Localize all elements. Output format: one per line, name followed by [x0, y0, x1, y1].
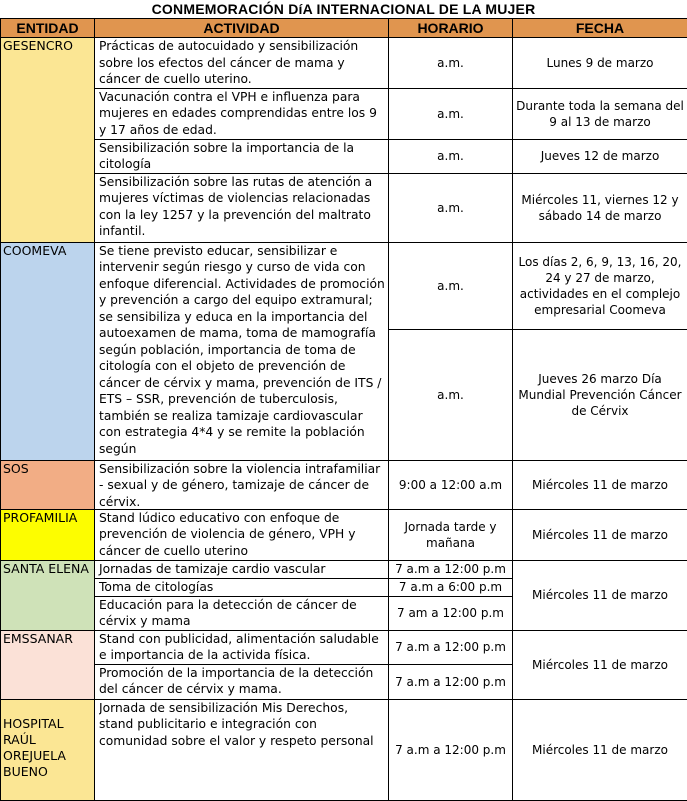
entity-emssanar: EMSSANAR: [1, 630, 95, 699]
entity-santa-elena: SANTA ELENA: [1, 560, 95, 630]
schedule-cell: a.m.: [389, 329, 513, 460]
date-cell: Lunes 9 de marzo: [513, 38, 687, 89]
date-cell: Miércoles 11 de marzo: [513, 699, 687, 800]
schedule-cell: a.m.: [389, 38, 513, 89]
table-row: [1, 173, 687, 242]
table-row: [1, 139, 687, 173]
activity-cell: [95, 509, 389, 560]
schedule-cell: 7 a.m a 12:00 p.m: [389, 630, 513, 664]
date-cell: Miércoles 11 de marzo: [513, 460, 687, 509]
activity-cell: [95, 596, 389, 630]
date-cell: Durante toda la semana del 9 al 13 de marzo: [513, 88, 687, 139]
activity-cell: [95, 699, 389, 800]
schedule-cell: 7 a.m a 6:00 p.m: [389, 578, 513, 596]
activity-cell: [95, 630, 389, 664]
table-row: [1, 699, 687, 800]
table-row: [1, 38, 687, 89]
activity-text: Stand con publicidad, alimentación saludable e importancia de la activida física.: [99, 631, 385, 664]
activity-cell: Sensibilización sobre las rutas de atención a mujeres víctimas de violencias relacionadas con la ley 1257 y la prevención del maltrato infantil.: [95, 173, 389, 242]
activity-text: Se tiene previsto educar, sensibilizar e intervenir según riesgo y curso de vida con enfoque diferencial. Actividades de promoción y prevención a cargo del equipo extramural; se sensibiliza y educa en la importancia del autoexamen de mama, toma de mamografía según población, importancia de toma de citología con el objeto de prevención de cáncer de cérvix y mama, prevención de ITS / ETS – SSR, prevención de tuberculosis, también se realiza tamizaje cardiovascular con estrategia 4*4 y se remite la población según: [99, 243, 385, 458]
table-row: [1, 560, 687, 578]
date-cell: Los días 2, 6, 9, 13, 16, 20, 24 y 27 de marzo, actividades en el complejo empresarial Coomeva: [513, 242, 687, 329]
schedule-cell: 7 a.m a 12:00 p.m: [389, 560, 513, 578]
entity-profamilia: PROFAMILIA: [1, 509, 95, 560]
activity-text: Promoción de la importancia de la detección del cáncer de cérvix y mama.: [99, 665, 385, 699]
schedule-cell: a.m.: [389, 139, 513, 173]
activity-text: Jornada de sensibilización Mis Derechos, stand publicitario e integración con comunidad sobre el valor y respeto personal: [99, 700, 385, 768]
activity-cell: [95, 664, 389, 699]
activity-text: Stand lúdico educativo con enfoque de prevención de violencia de género, VPH y cáncer de cuello uterino: [99, 510, 385, 560]
activity-cell: Jornadas de tamizaje cardio vascular: [95, 560, 389, 578]
schedule-cell: a.m.: [389, 88, 513, 139]
schedule-cell: 7 am a 12:00 p.m: [389, 596, 513, 630]
date-cell: Jueves 26 marzo Día Mundial Prevención Cáncer de Cérvix: [513, 329, 687, 460]
table-row: [1, 242, 687, 329]
activity-cell: Vacunación contra el VPH e influenza para mujeres en edades comprendidas entre los 9 y 17 años de edad.: [95, 88, 389, 139]
date-cell: Miércoles 11 de marzo: [513, 509, 687, 560]
table-row: [1, 630, 687, 664]
schedule-cell: Jornada tarde y mañana: [389, 509, 513, 560]
activity-cell: [95, 460, 389, 509]
header-fecha: FECHA: [513, 19, 687, 38]
activity-text: Educación para la detección de cáncer de cérvix y mama: [99, 597, 385, 630]
table-row: [1, 88, 687, 139]
entity-coomeva: COOMEVA: [1, 242, 95, 460]
header-horario: HORARIO: [389, 19, 513, 38]
date-cell: Miércoles 11, viernes 12 y sábado 14 de marzo: [513, 173, 687, 242]
header-actividad: ACTIVIDAD: [95, 19, 389, 38]
activity-cell: Toma de citologías: [95, 578, 389, 596]
activity-text: Sensibilización sobre la violencia intrafamiliar - sexual y de género, tamizaje de cáncer de cérvix.: [99, 461, 385, 509]
entity-sos: SOS: [1, 460, 95, 509]
schedule-table: [0, 18, 687, 801]
header-row: [1, 19, 687, 38]
entity-text: HOSPITAL RAÚL OREJUELA BUENO: [3, 716, 87, 784]
table-row: [1, 460, 687, 509]
activity-cell: Sensibilización sobre la importancia de la citología: [95, 139, 389, 173]
activity-cell: [95, 242, 389, 460]
schedule-cell: a.m.: [389, 173, 513, 242]
schedule-cell: a.m.: [389, 242, 513, 329]
entity-hospital: [1, 699, 95, 800]
table-row: [1, 509, 687, 560]
header-entidad: ENTIDAD: [1, 19, 95, 38]
date-cell: Miércoles 11 de marzo: [513, 560, 687, 630]
schedule-cell: 7 a.m a 12:00 p.m: [389, 699, 513, 800]
activity-cell: Prácticas de autocuidado y sensibilización sobre los efectos del cáncer de mama y cáncer de cuello uterino.: [95, 38, 389, 89]
date-cell: Miércoles 11 de marzo: [513, 630, 687, 699]
entity-gesencro: GESENCRO: [1, 38, 95, 243]
date-cell: Jueves 12 de marzo: [513, 139, 687, 173]
schedule-cell: 7 a.m a 12:00 p.m: [389, 664, 513, 699]
page-title: CONMEMORACIÓN DíA INTERNACIONAL DE LA MUJER: [0, 0, 687, 18]
schedule-cell: 9:00 a 12:00 a.m: [389, 460, 513, 509]
